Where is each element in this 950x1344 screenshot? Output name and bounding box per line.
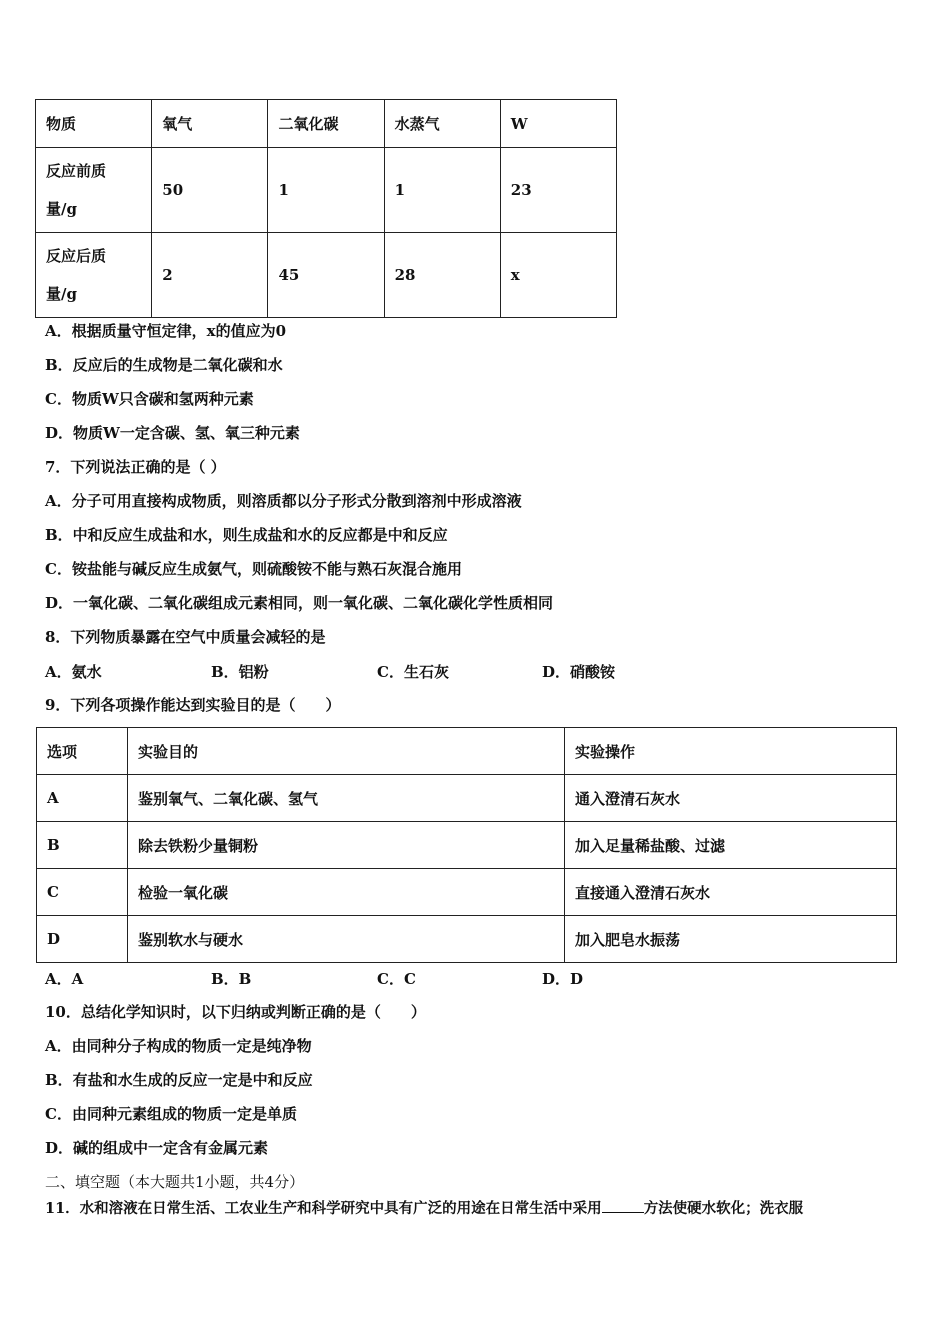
table-cell: 1 [268, 148, 384, 233]
q7-stem: 7．下列说法正确的是（ ） [45, 458, 226, 476]
table-header-cell: 实验目的 [128, 728, 565, 775]
section-heading: 二、填空题（本大题共1小题，共4分） [45, 1173, 305, 1191]
q9-stem: 9．下列各项操作能达到实验目的是（ ） [45, 696, 341, 714]
table-cell: 通入澄清石灰水 [565, 775, 897, 822]
row-label-line: 反应后质 [46, 247, 107, 265]
q11-text-part2: 方法使硬水软化；洗衣服 [643, 1200, 804, 1217]
q8-option-b: B．铝粉 [211, 663, 269, 681]
table-header-cell: 选项 [37, 728, 128, 775]
table-cell: 加入足量稀盐酸、过滤 [565, 822, 897, 869]
table-row [37, 869, 897, 916]
q9-option-c: C．C [377, 970, 416, 988]
q10-option-a: A．由同种分子构成的物质一定是纯净物 [45, 1037, 312, 1055]
experiment-table [36, 727, 897, 963]
mass-table [35, 99, 617, 318]
table-header-row [37, 728, 897, 775]
row-label-line: 反应前质 [46, 162, 107, 180]
q9-option-d: D．D [542, 970, 584, 988]
table-cell: 鉴别氧气、二氧化碳、氢气 [128, 775, 565, 822]
answer-blank[interactable] [602, 1198, 644, 1213]
table-cell: 28 [384, 233, 500, 318]
table-row [37, 775, 897, 822]
q8-option-c: C．生石灰 [377, 663, 449, 681]
q11-text-part1: 11．水和溶液在日常生活、工农业生产和科学研究中具有广泛的用途在日常生活中采用 [45, 1200, 602, 1217]
q7-option-b: B．中和反应生成盐和水，则生成盐和水的反应都是中和反应 [45, 526, 448, 544]
table-cell: 鉴别软水与硬水 [128, 916, 565, 963]
q6-option-b: B．反应后的生成物是二氧化碳和水 [45, 356, 283, 374]
table-cell: 1 [384, 148, 500, 233]
row-label-line: 量/g [46, 200, 77, 218]
row-label-line: 量/g [46, 285, 77, 303]
table-cell: C [37, 869, 128, 916]
q7-option-d: D．一氧化碳、二氧化碳组成元素相同，则一氧化碳、二氧化碳化学性质相同 [45, 594, 554, 612]
table-row [36, 148, 617, 233]
table-header-cell: 实验操作 [565, 728, 897, 775]
q7-option-a: A．分子可用直接构成物质，则溶质都以分子形式分散到溶剂中形成溶液 [45, 492, 522, 510]
q6-option-c: C．物质W只含碳和氢两种元素 [45, 390, 254, 408]
table-cell: 2 [152, 233, 268, 318]
row-label [36, 148, 152, 233]
table-cell: 除去铁粉少量铜粉 [128, 822, 565, 869]
q10-option-c: C．由同种元素组成的物质一定是单质 [45, 1105, 297, 1123]
table-cell: 检验一氧化碳 [128, 869, 565, 916]
q8-stem: 8．下列物质暴露在空气中质量会减轻的是 [45, 628, 326, 646]
q10-stem: 10．总结化学知识时，以下归纳或判断正确的是（ ） [45, 1003, 426, 1021]
table-row [37, 916, 897, 963]
table-row [37, 822, 897, 869]
table-cell: 23 [500, 148, 616, 233]
table-row [36, 233, 617, 318]
table-header-cell: 水蒸气 [384, 100, 500, 148]
table-cell: 加入肥皂水振荡 [565, 916, 897, 963]
table-cell: x [500, 233, 616, 318]
q10-option-b: B．有盐和水生成的反应一定是中和反应 [45, 1071, 313, 1089]
table-cell: B [37, 822, 128, 869]
table-header-cell: 物质 [36, 100, 152, 148]
row-label [36, 233, 152, 318]
table-cell: 45 [268, 233, 384, 318]
q6-option-d: D．物质W一定含碳、氢、氧三种元素 [45, 424, 300, 442]
q6-option-a: A．根据质量守恒定律，x的值应为0 [45, 322, 287, 340]
table-header-row [36, 100, 617, 148]
table-header-cell: 二氧化碳 [268, 100, 384, 148]
q11-text [45, 1198, 803, 1219]
table-cell: D [37, 916, 128, 963]
table-cell: 直接通入澄清石灰水 [565, 869, 897, 916]
table-cell: A [37, 775, 128, 822]
table-cell: 50 [152, 148, 268, 233]
q10-option-d: D．碱的组成中一定含有金属元素 [45, 1139, 269, 1157]
q8-option-d: D．硝酸铵 [542, 663, 616, 681]
q8-option-a: A．氨水 [45, 663, 102, 681]
table-header-cell: 氧气 [152, 100, 268, 148]
q9-option-b: B．B [211, 970, 252, 988]
table-header-cell: W [500, 100, 616, 148]
q9-option-a: A．A [45, 970, 84, 988]
q7-option-c: C．铵盐能与碱反应生成氨气，则硫酸铵不能与熟石灰混合施用 [45, 560, 462, 578]
